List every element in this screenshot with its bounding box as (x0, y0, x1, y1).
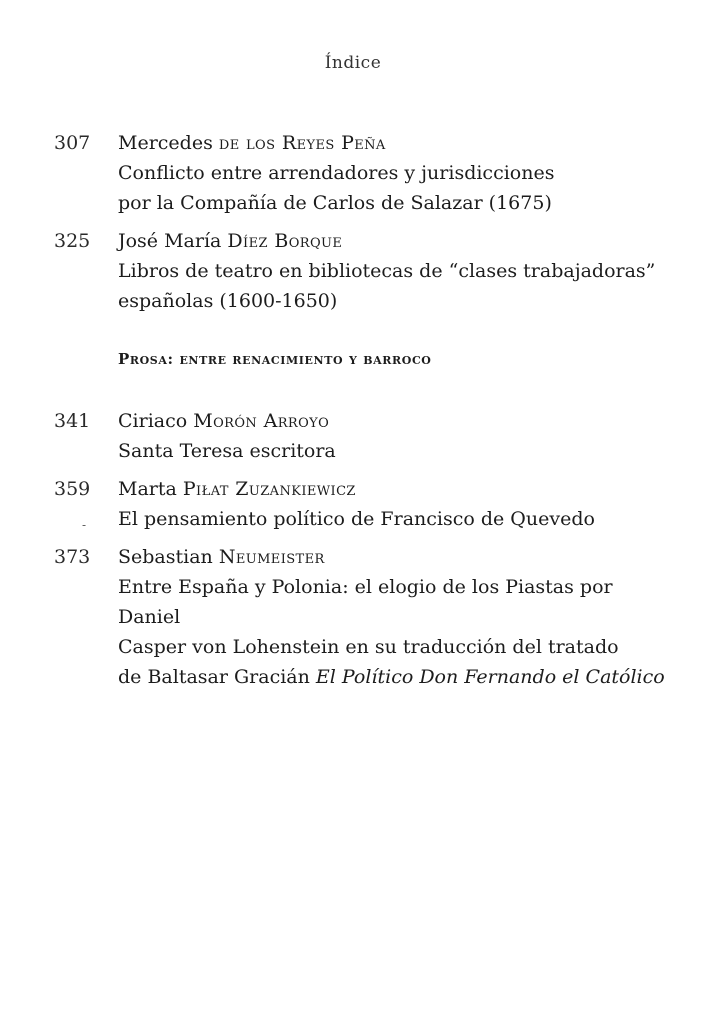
author-first-name: José María (118, 230, 222, 252)
page-number (54, 474, 118, 532)
author-first-name: Sebastian (118, 546, 213, 568)
entry-title-italic: El Político Don Fernando el Católico (315, 666, 665, 688)
entry-title-line: El pensamiento político de Francisco de Quevedo (118, 508, 595, 530)
entry-author (118, 128, 674, 158)
entry-title-line: Conflicto entre arrendadores y jurisdicciones (118, 162, 555, 184)
toc-entry[interactable] (54, 128, 674, 218)
author-last-name: Díez Borque (227, 230, 343, 252)
entry-body (118, 226, 674, 316)
entry-title-line: Casper von Lohenstein en su traducción del tratado (118, 636, 619, 658)
entry-body (118, 128, 674, 218)
entry-title-line: Santa Teresa escritora (118, 440, 336, 462)
author-last-name: Morón Arroyo (193, 410, 330, 432)
toc-entry[interactable] (54, 474, 674, 534)
entry-body (118, 542, 674, 692)
section-heading: Prosa: entre renacimiento y barroco (118, 350, 432, 368)
toc-entry[interactable] (54, 226, 674, 316)
page-number: 373 (54, 546, 91, 568)
page-number: 325 (54, 230, 91, 252)
entry-title-line: españolas (1600-1650) (118, 290, 338, 312)
page-number-value: 359 (54, 478, 91, 500)
author-first-name: Mercedes (118, 132, 213, 154)
entry-title-line: Entre España y Polonia: el elogio de los Piastas por Daniel (118, 576, 613, 628)
entry-title-line: por la Compañía de Carlos de Salazar (1675) (118, 192, 552, 214)
entry-title-line (118, 662, 674, 692)
page-number: 307 (54, 132, 91, 154)
entry-author (118, 226, 674, 256)
author-first-name: Marta (118, 478, 177, 500)
page-number: 341 (54, 410, 91, 432)
author-last-name: de los Reyes Peña (218, 132, 386, 154)
author-last-name: Neumeister (218, 546, 325, 568)
toc-entry[interactable] (54, 406, 674, 466)
entry-author (118, 406, 674, 436)
entry-title-prefix: de Baltasar Gracián (118, 666, 316, 688)
entry-title-line: Libros de teatro en bibliotecas de “clases trabajadoras” (118, 260, 656, 282)
running-head: Índice (324, 53, 382, 73)
entry-body (118, 474, 674, 534)
table-of-contents (54, 128, 674, 692)
toc-entry[interactable] (54, 542, 674, 692)
author-first-name: Ciriaco (118, 410, 188, 432)
author-last-name: Piłat Zuzankiewicz (182, 478, 356, 500)
entry-author (118, 474, 674, 504)
entry-body (118, 406, 674, 466)
entry-author (118, 542, 674, 572)
margin-mark: - (82, 518, 87, 532)
